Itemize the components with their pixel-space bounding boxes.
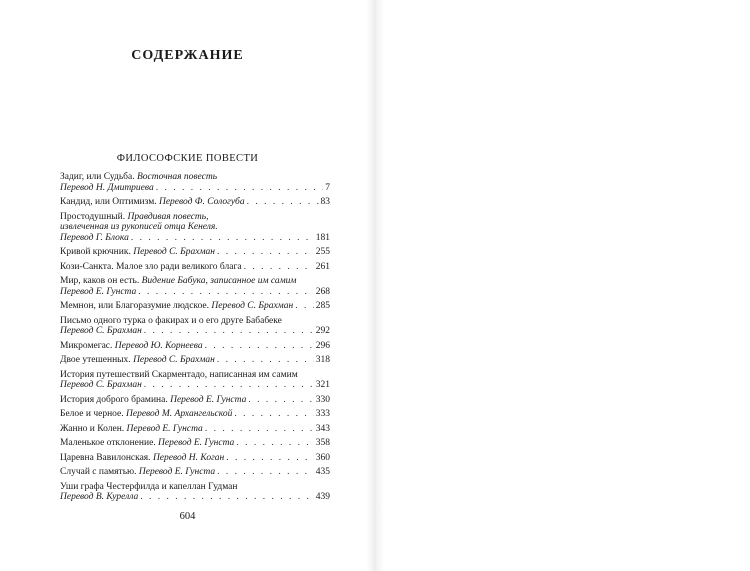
entry-page-number: 7 xyxy=(325,182,330,193)
dot-leader xyxy=(295,301,314,312)
entry-page-number: 255 xyxy=(315,247,330,257)
toc-entry xyxy=(60,276,330,297)
entry-title-text: Мир, каков он есть. xyxy=(60,276,142,286)
dot-leader xyxy=(247,197,319,208)
toc-entry xyxy=(60,172,330,193)
entry-title-text: Уши графа Честерфилда и капеллан Гудман xyxy=(60,481,238,492)
entry-page-number: 83 xyxy=(320,197,330,207)
toc-entry-leader-line xyxy=(60,409,330,420)
dot-leader xyxy=(236,438,313,449)
toc-entry-leader-line xyxy=(60,438,330,449)
entry-page-number: 343 xyxy=(315,423,330,434)
entry-title-text: Перевод Е. Гунста xyxy=(60,286,137,297)
dot-leader xyxy=(144,326,314,337)
dot-leader xyxy=(248,395,313,406)
dot-leader xyxy=(140,492,313,503)
entry-title-text: Мемнон, или Благоразумие людское. Перевод С. Брахман xyxy=(60,301,294,311)
toc-entry xyxy=(60,301,330,312)
entry-title-text: Перевод В. Курелла xyxy=(60,492,139,502)
entry-title-text: Жанно и Колен. Перевод Е. Гунста xyxy=(60,423,203,434)
toc-entry-leader-line xyxy=(60,301,330,312)
entry-page-number: 268 xyxy=(315,286,330,297)
entry-subtitle-text: Правдивая повесть, xyxy=(127,211,209,222)
page-title: СОДЕРЖАНИЕ xyxy=(131,48,244,63)
toc-entry-leader-line xyxy=(60,197,330,208)
entry-translator-text: Перевод С. Брахман xyxy=(133,247,215,257)
entry-title-text: Белое и черное. Перевод М. Архангельской xyxy=(60,409,233,419)
dot-leader xyxy=(217,467,314,478)
toc-entry xyxy=(60,212,330,244)
entry-title-text: Кандид, или Оптимизм. Перевод Ф. Сологуба xyxy=(60,197,245,207)
entry-page-number: 318 xyxy=(315,355,330,365)
toc-entry-line xyxy=(60,316,330,327)
entry-page-number: 285 xyxy=(315,301,330,311)
entry-subtitle-text: извлеченная из рукописей отца Кенеля. xyxy=(60,222,218,232)
toc-entry xyxy=(60,370,330,391)
section-title-tales: ФИЛОСОФСКИЕ ПОВЕСТИ xyxy=(116,153,259,164)
entry-page-number: 330 xyxy=(315,394,330,405)
entry-title-text: Кривой крючник. Перевод С. Брахман xyxy=(60,247,215,257)
toc-entry-leader-line xyxy=(60,453,330,464)
toc-entry xyxy=(60,247,330,258)
toc-entry-leader-line xyxy=(60,183,330,194)
entry-title-text: Случай с памятью. Перевод Е. Гунста xyxy=(60,467,216,477)
toc-entry-leader-line xyxy=(60,355,330,366)
toc-entry xyxy=(60,453,330,464)
toc-entry-line xyxy=(60,370,330,381)
toc-entry-leader-line xyxy=(60,326,330,337)
dot-leader xyxy=(226,453,313,464)
entry-page-number: 181 xyxy=(315,232,330,243)
entry-translator-text: Перевод Е. Гунста xyxy=(158,438,235,448)
toc-entry-line xyxy=(60,276,330,287)
toc-entry xyxy=(60,355,330,366)
entry-page-number: 439 xyxy=(315,492,330,502)
entry-title-text: Письмо одного турка о факирах и о его друге Бабабеке xyxy=(60,315,282,326)
toc-entry xyxy=(60,438,330,449)
entry-title-text: Простодушный. xyxy=(60,211,128,222)
dot-leader xyxy=(217,247,314,258)
toc-entry xyxy=(60,341,330,352)
entry-translator-text: Перевод С. Брахман xyxy=(211,301,294,311)
entry-title-text: Царевна Вавилонская. Перевод Н. Коган xyxy=(60,452,225,463)
dot-leader xyxy=(131,233,314,244)
toc-entry xyxy=(60,262,330,273)
toc-entry-leader-line xyxy=(60,247,330,258)
entry-translator-text: Перевод Е. Гунста xyxy=(126,423,203,434)
entry-title-text: Маленькое отклонение. Перевод Е. Гунста xyxy=(60,438,235,448)
entry-translator-text: Перевод Ф. Сологуба xyxy=(158,197,245,207)
entry-title-text: Микромегас. Перевод Ю. Корнеева xyxy=(60,340,203,351)
entry-page-number: 358 xyxy=(315,438,330,448)
dot-leader xyxy=(244,262,314,273)
entry-translator-text: Перевод Н. Коган xyxy=(152,452,225,463)
toc-entry xyxy=(60,409,330,420)
entry-page-number: 435 xyxy=(315,467,330,477)
toc-entry-leader-line xyxy=(60,233,330,244)
toc-entry xyxy=(60,395,330,406)
dot-leader xyxy=(205,424,314,435)
dot-leader xyxy=(144,380,314,391)
dot-leader xyxy=(234,409,313,420)
toc-entry-line xyxy=(60,212,330,223)
entry-title-text: Перевод Г. Блока xyxy=(60,232,129,243)
entry-translator-text: Перевод С. Брахман xyxy=(133,355,215,365)
entry-translator-text: Перевод М. Архангельской xyxy=(126,409,233,419)
entry-title-text: История путешествий Скарментадо, написанная им самим xyxy=(60,369,298,380)
toc-entry-leader-line xyxy=(60,492,330,503)
entry-title-text: Перевод С. Брахман xyxy=(60,380,142,390)
entry-title-text: Кози-Санкта. Малое зло ради великого блага xyxy=(60,261,242,272)
entry-page-number: 292 xyxy=(315,326,330,336)
toc-entry-line xyxy=(60,222,330,233)
toc-entry-line xyxy=(60,482,330,493)
entry-title-text: Перевод С. Брахман xyxy=(60,326,142,336)
entry-title-text: Перевод Н. Дмитриева xyxy=(60,182,154,193)
toc-entry-leader-line xyxy=(60,395,330,406)
entry-title-text: Двое утешенных. Перевод С. Брахман xyxy=(60,355,215,365)
entry-page-number: 261 xyxy=(315,261,330,272)
dot-leader xyxy=(138,287,313,298)
entry-page-number: 321 xyxy=(315,380,330,390)
entry-title-text: История доброго брамина. Перевод Е. Гунста xyxy=(60,394,247,405)
toc-entry-leader-line xyxy=(60,341,330,352)
toc-entry-leader-line xyxy=(60,424,330,435)
toc-entry-leader-line xyxy=(60,380,330,391)
entry-translator-text: Перевод Ю. Корнеева xyxy=(114,340,203,351)
toc-entry-line xyxy=(60,172,330,183)
entry-subtitle-text: Восточная повесть xyxy=(136,172,218,182)
entry-translator-text: Перевод Е. Гунста xyxy=(138,467,216,477)
toc-entry xyxy=(60,316,330,337)
dot-leader xyxy=(217,355,314,366)
entry-page-number: 296 xyxy=(315,340,330,351)
toc-entry-leader-line xyxy=(60,467,330,478)
toc-entry-leader-line xyxy=(60,287,330,298)
entry-page-number: 360 xyxy=(315,452,330,463)
entry-title-text: Задиг, или Судьба. xyxy=(60,172,137,182)
toc-entry xyxy=(60,482,330,503)
toc-entry xyxy=(60,424,330,435)
toc-list-tales xyxy=(60,172,330,507)
toc-entry xyxy=(60,197,330,208)
page-number: 604 xyxy=(179,511,196,522)
toc-entry-leader-line xyxy=(60,262,330,273)
entry-page-number: 333 xyxy=(315,409,330,419)
entry-subtitle-text: Видение Бабука, записанное им самим xyxy=(141,276,297,286)
toc-entry xyxy=(60,467,330,478)
right-page xyxy=(375,0,750,571)
entry-translator-text: Перевод Е. Гунста xyxy=(170,394,247,405)
dot-leader xyxy=(156,183,324,194)
dot-leader xyxy=(205,341,314,352)
